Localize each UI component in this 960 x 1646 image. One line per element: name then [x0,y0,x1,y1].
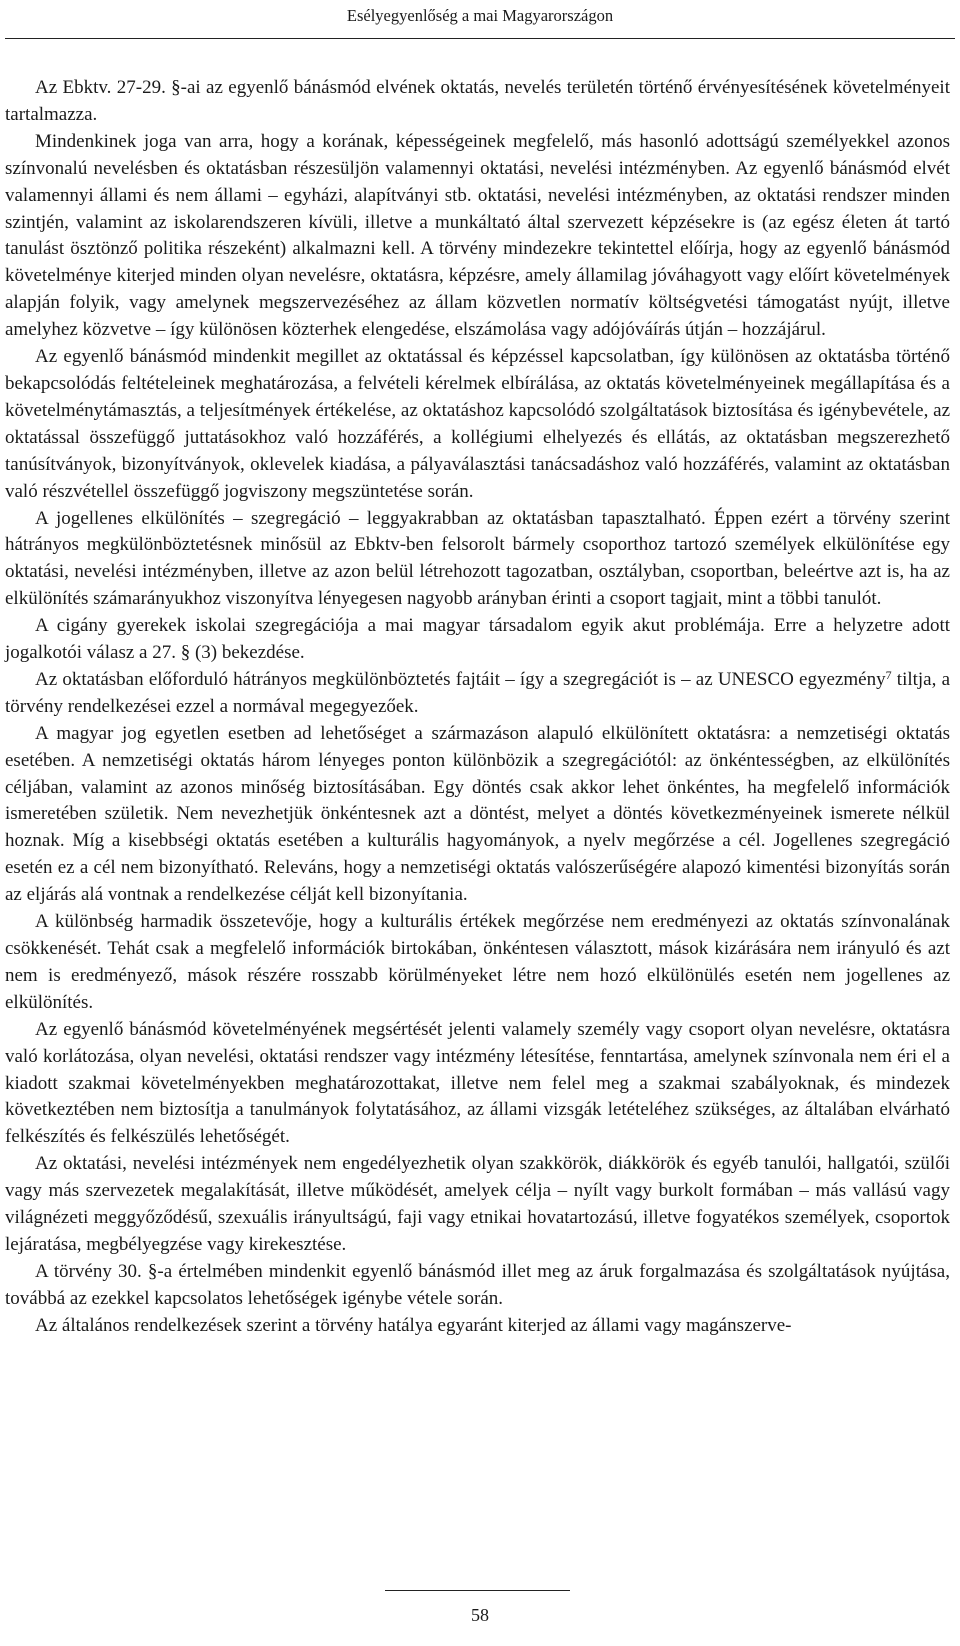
footer-divider [385,1590,570,1591]
paragraph-unesco-text-end: tiltja, a törvény rendelkezései ezzel a normával megegyezőek. [5,668,951,717]
paragraph-minority-education: A magyar jog egyetlen esetben ad lehetőséget a származáson alapuló elkülönített oktatásra: a nemzetiségi oktatás esetében. A nemzetiségi oktatás három lényeges ponton különbözik a szegregációtól: az önkéntességben, az elkülönítés céljában, valamint az azonos minőség biztosításában. Egy döntés csak akkor lehet önkéntes, ha megfelelő információk ismeretében születik. Nem nevezhetjük önkéntesnek azt a döntést, melyet a döntés következményeinek ismerete nélkül hoznak. Míg a kisebbségi oktatás esetében a kulturális hagyományok, a nyelv megőrzése a cél. Jogellenes szegregáció esetén ez a cél nem bizonyítható. Releváns, hogy a nemzetiségi oktatás valószerűségére alapozó kimentési bizonyítás során az eljárás alá vontnak a rendelkezése célját kell bizonyítania. [5,722,950,906]
page-number: 58 [471,1605,489,1625]
paragraph-violation: Az egyenlő bánásmód követelményének megsértését jelenti valamely személy vagy csoport olyan nevelésre, oktatásra való korlátozása, olyan nevelési, oktatási rendszer vagy intézmény létesítése, fenntartása, amelynek színvonala nem éri el a kiadott szakmai követelményekben meghatározottakat, illetve nem felel meg a szakmai szabályoknak, és mindezek következtében nem biztosítja a tanulmányok folytatásához, az állami vizsgák letételéhez szükséges, az általában elvárható felkészítés és felkészülés lehetőségét. [5,1018,950,1148]
paragraph-intro: Az Ebktv. 27-29. §-ai az egyenlő bánásmód elvének oktatás, nevelés területén történő érvényesítésének követelményeit tartalmazza. [5,77,950,125]
paragraph-equal-treatment-scope: Az egyenlő bánásmód mindenkit megillet az oktatással és képzéssel kapcsolatban, így különösen az oktatásba történő bekapcsolódás feltételeinek meghatározása, a felvételi kérelmek elbírálása, az oktatás követelményeinek megállapítása és a követelménytámasztás, a teljesítmények értékelése, az oktatáshoz kapcsolódó szolgáltatások biztosítása és igénybevétele, az oktatással összefüggő juttatásokhoz való hozzáférés, a kollégiumi elhelyezés és ellátás, az oktatásban megszerezhető tanúsítványok, bizonyítványok, oklevelek kiadása, a pályaválasztási tanácsadáshoz való hozzáférés, valamint az oktatásban való részvétellel összefüggő jogviszony megszüntetése során. [5,346,950,502]
paragraph-goods-services: A törvény 30. §-a értelmében mindenkit egyenlő bánásmód illet meg az áruk forgalmazása és szolgáltatások nyújtása, továbbá az ezekkel kapcsolatos lehetőségek igénybe vétele során. [5,1260,950,1309]
footnote-reference: 7 [885,667,892,682]
paragraph-third-component: A különbség harmadik összetevője, hogy a kulturális értékek megőrzése nem eredményezi az oktatás színvonalának csökkenését. Tehát csak a megfelelő információk birtokában, önkéntesen választott, mások kizárására nem irányuló és azt nem is eredményező, mások részére rosszabb körülményeket létre nem hozó elkülönülés esetén nem jogellenes az elkülönítés. [5,911,950,1013]
paragraph-student-organizations: Az oktatási, nevelési intézmények nem engedélyezhetik olyan szakkörök, diákkörök és egyéb tanulói, hallgatói, szülői vagy más szervezetek megalakítását, illetve működését, amelyek célja – nyílt vagy burkolt formában – más vallású vagy világnézeti meggyőződésű, szexuális irányultságú, faji vagy etnikai hovatartozású, illetve fogyatékos személyek, csoportok lejáratása, megbélyegzése vagy kirekesztése. [5,1153,950,1255]
paragraph-segregation: A jogellenes elkülönítés – szegregáció – leggyakrabban az oktatásban tapasztalható. Éppen ezért a törvény szerint hátrányos megkülönböztetésnek minősül az Ebktv-ben felsorolt bármely csoporthoz tartozó személyek elkülönítése egy oktatási, nevelési intézményben, illetve az azon belül létrehozott tagozatban, osztályban, csoportban, beleértve azt is, ha az elkülönítés számarányukhoz viszonyítva lényegesen nagyobb arányban érinti a csoport tagjait, mint a többi tanulót. [5,507,950,610]
paragraph-unesco [5,667,950,721]
paragraph-right-to-education: Mindenkinek joga van arra, hogy a korának, képességeinek megfelelő, más hasonló adottságú személyekkel azonos színvonalú nevelésben és oktatásban részesüljön valamennyi oktatási, nevelési intézményben. Az egyenlő bánásmód elvét valamennyi állami és nem állami – egyházi, alapítványi stb. oktatási, nevelési intézményben, az oktatási rendszer minden szintjén, valamint az iskolarendszeren kívüli, illetve a munkáltató által szervezett képzésekre is (az egész életen át tartó tanulást ösztönző politika részeként) alkalmazni kell. A törvény mindezekre tekintettel előírja, hogy az egyenlő bánásmód követelménye kiterjed minden olyan nevelésre, oktatásra, képzésre, amely államilag jóváhagyott vagy előírt követelmények alapján folyik, vagy amelynek megszervezéséhez az állam közvetlen normatív költségvetési támogatást nyújt, illetve amelyhez közvetve – így különösen közterhek elengedése, elszámolása vagy adójóváírás útján – hozzájárul. [5,130,950,341]
body-text [5,75,950,1340]
paragraph-general-provisions: Az általános rendelkezések szerint a törvény hatálya egyaránt kiterjed az állami vagy magánszerve- [35,1314,792,1336]
running-header: Esélyegyenlőség a mai Magyarországon [346,6,614,25]
paragraph-roma-segregation: A cigány gyerekek iskolai szegregációja a mai magyar társadalom egyik akut problémája. Erre a helyzetre adott jogalkotói válasz a 27. § (3) bekezdése. [5,615,950,664]
header-divider [5,38,955,39]
paragraph-unesco-text: Az oktatásban előforduló hátrányos megkülönböztetés fajtáit – így a szegregációt is – az UNESCO egyezmény [35,668,886,690]
